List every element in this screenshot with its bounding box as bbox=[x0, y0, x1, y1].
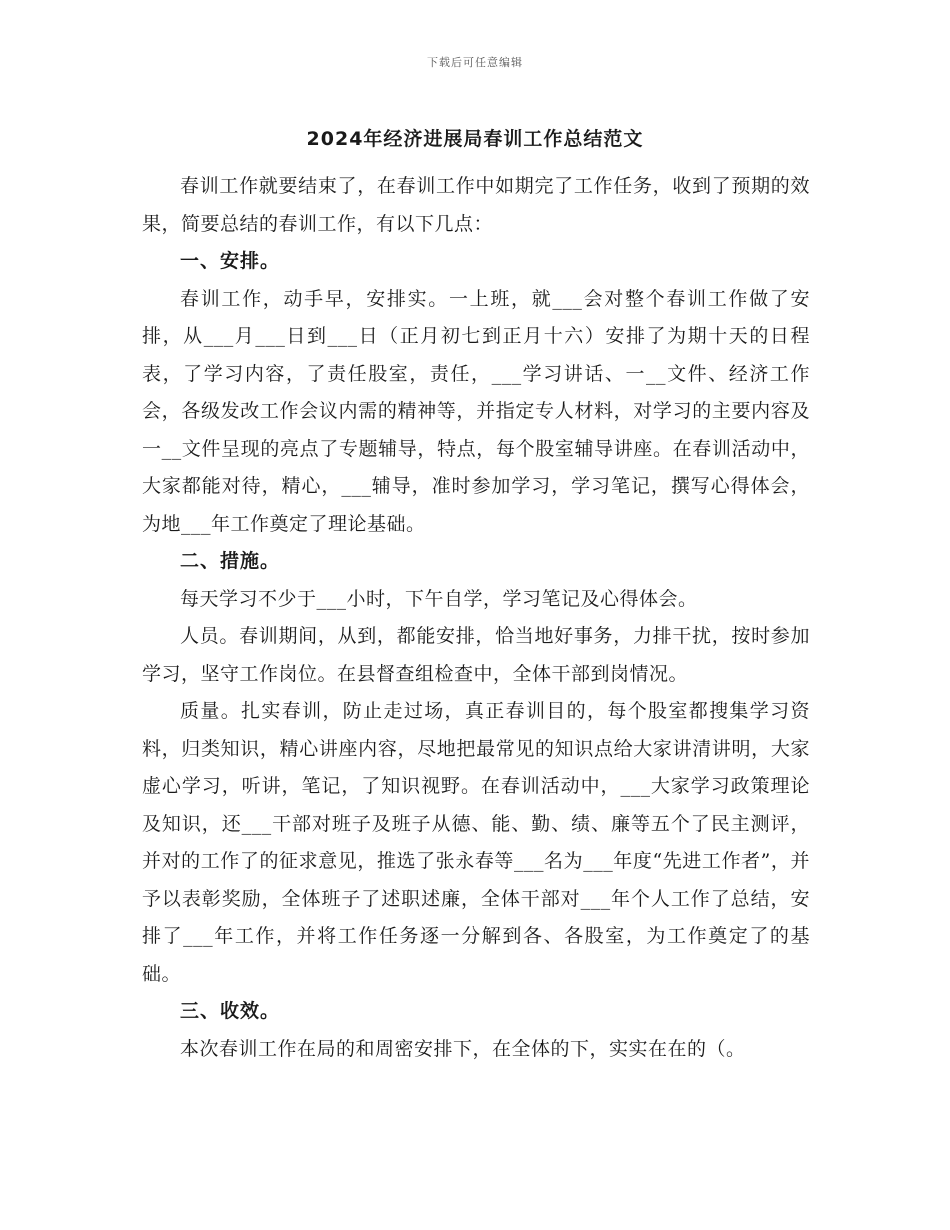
arrangement-paragraph: 春训工作，动手早，安排实。一上班，就___会对整个春训工作做了安排，从___月___日到___日（正月初七到正月十六）安排了为期十天的日程表，了学习内容，了责任股室，责任，___学习讲话、一__文件、经济工作会，各级发改工作会议内需的精神等，并指定专人材料，对学习的主要内容及一__文件呈现的亮点了专题辅导，特点，每个股室辅导讲座。在春训活动中，大家都能对待，精心，___辅导，准时参加学习，学习笔记，撰写心得体会，为地___年工作奠定了理论基础。 bbox=[142, 287, 810, 535]
measures-paragraph-quality: 质量。扎实春训，防止走过场，真正春训目的，每个股室都搜集学习资料，归类知识，精心讲座内容，尽地把最常见的知识点给大家讲清讲明，大家虚心学习，听讲，笔记，了知识视野。在春训活动中，___大家学习政策理论及知识，还___干部对班子及班子从德、能、勤、绩、廉等五个了民主测评，并对的工作了的征求意见，推选了张永春等___名为___年度“先进工作者”，并予以表彰奖励，全体班子了述职述廉，全体干部对___年个人工作了总结，安排了___年工作，并将工作任务逐一分解到各、各股室，为工作奠定了的基础。 bbox=[142, 700, 810, 985]
section-heading-results: 三、收效。 bbox=[180, 1000, 281, 1022]
results-paragraph: 本次春训工作在局的和周密安排下，在全体的下，实实在在的（。 bbox=[180, 1037, 746, 1060]
document-body bbox=[142, 168, 810, 1068]
measures-paragraph-personnel: 人员。春训期间，从到，都能安排，恰当地好事务，力排干扰，按时参加学习，坚守工作岗位。在县督查组检查中，全体干部到岗情况。 bbox=[142, 625, 810, 685]
section-heading-arrangement: 一、安排。 bbox=[180, 250, 281, 272]
header-note: 下载后可任意编辑 bbox=[427, 56, 523, 69]
section-heading-measures: 二、措施。 bbox=[180, 550, 281, 572]
measures-paragraph-time: 每天学习不少于___小时，下午自学，学习笔记及心得体会。 bbox=[180, 587, 698, 610]
intro-paragraph: 春训工作就要结束了，在春训工作中如期完了工作任务，收到了预期的效果，简要总结的春训工作，有以下几点： bbox=[142, 175, 810, 235]
document-title: 2024年经济进展局春训工作总结范文 bbox=[306, 128, 644, 150]
